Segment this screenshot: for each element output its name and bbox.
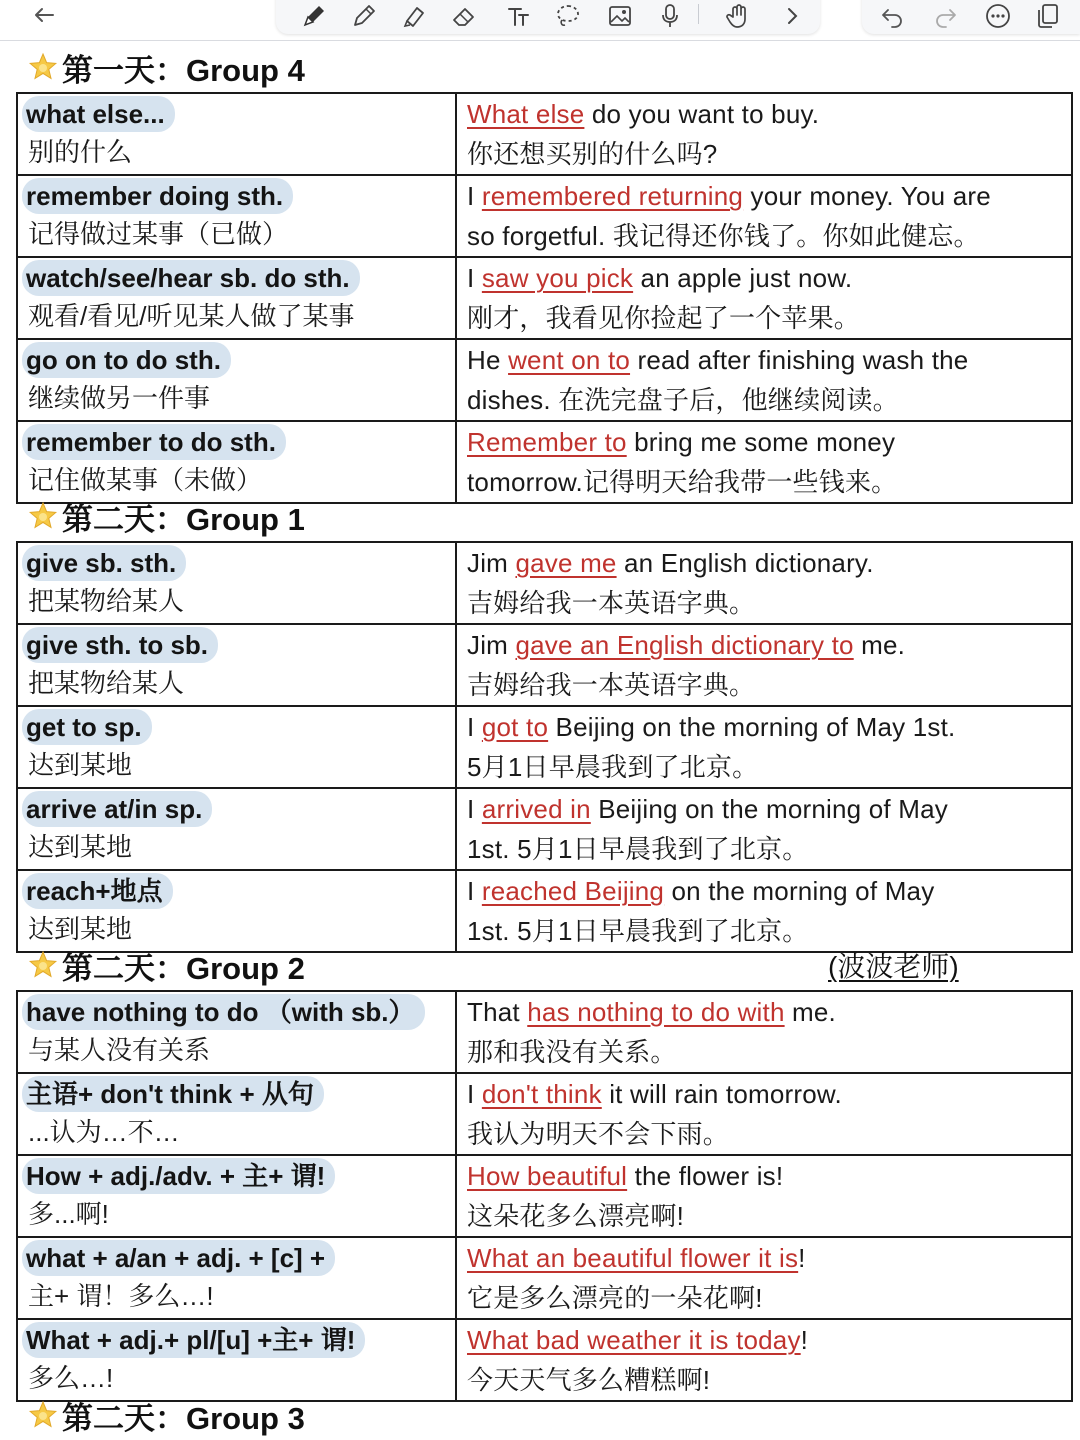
undo-icon[interactable] xyxy=(870,0,914,32)
example-translation: 它是多么漂亮的一朵花啊! xyxy=(467,1283,763,1313)
phrase: 主语+ don't think + 从句 xyxy=(22,1076,324,1112)
phrase-cell xyxy=(17,1155,456,1237)
meaning: 多...啊! xyxy=(28,1199,109,1229)
example-translation: 我认为明天不会下雨。 xyxy=(467,1119,730,1149)
image-icon[interactable] xyxy=(600,0,640,32)
example-sentence: What an beautiful flower it is! xyxy=(467,1243,806,1273)
table-row xyxy=(17,421,1072,503)
phrase: arrive at/in sp. xyxy=(22,791,212,827)
meaning: 达到某地 xyxy=(28,750,133,780)
meaning: 主+ 谓！多么…! xyxy=(28,1281,214,1311)
toolbar xyxy=(0,0,1080,41)
highlighted-phrase: What bad weather it is today xyxy=(467,1325,801,1355)
meaning: 把某物给某人 xyxy=(28,586,185,616)
meaning: 达到某地 xyxy=(28,832,133,862)
vocab-table xyxy=(16,541,1073,953)
table-row xyxy=(17,1155,1072,1237)
meaning: 观看/看见/听见某人做了某事 xyxy=(28,301,355,331)
example-translation: 吉姆给我一本英语字典。 xyxy=(467,670,756,700)
drawing-tools-panel xyxy=(276,0,820,34)
table-row xyxy=(17,706,1072,788)
phrase-cell xyxy=(17,257,456,339)
highlighted-phrase: Remember to xyxy=(467,427,627,457)
meaning: 记得做过某事（已做） xyxy=(28,219,289,249)
phrase: give sth. to sb. xyxy=(22,627,218,663)
example-sentence: I arrived in Beijing on the morning of May xyxy=(467,794,948,824)
example-translation: 你还想买别的什么吗? xyxy=(467,139,718,169)
example-sentence: I remembered returning your money. You are xyxy=(467,181,991,211)
table-row xyxy=(17,93,1072,175)
section-title: 第二天：Group 3 xyxy=(28,1395,305,1435)
table-row xyxy=(17,1319,1072,1401)
example-cell xyxy=(456,1155,1072,1237)
table-row xyxy=(17,175,1072,257)
microphone-icon[interactable] xyxy=(650,0,690,32)
highlighted-phrase: What an beautiful flower it is xyxy=(467,1243,799,1273)
phrase-cell xyxy=(17,339,456,421)
phrase: remember to do sth. xyxy=(22,424,286,460)
example-sentence: Remember to bring me some money xyxy=(467,427,896,457)
phrase-cell xyxy=(17,870,456,952)
highlighted-phrase: What else xyxy=(467,99,585,129)
eraser-icon[interactable] xyxy=(444,0,484,32)
table-row xyxy=(17,1237,1072,1319)
phrase: watch/see/hear sb. do sth. xyxy=(22,260,360,296)
example-translation: 吉姆给我一本英语字典。 xyxy=(467,588,756,618)
vocab-table xyxy=(16,92,1073,504)
phrase: reach+地点 xyxy=(22,873,173,909)
pen-icon[interactable] xyxy=(294,0,334,32)
phrase-cell xyxy=(17,991,456,1073)
highlighted-phrase: don't think xyxy=(481,1079,602,1109)
vocab-table xyxy=(16,990,1073,1402)
example-cell xyxy=(456,257,1072,339)
redo-icon[interactable] xyxy=(924,0,968,32)
meaning: 记住做某事（未做） xyxy=(28,465,263,495)
example-sentence: Jim gave me an English dictionary. xyxy=(467,548,874,578)
meaning: 达到某地 xyxy=(28,914,133,944)
example-sentence: What else do you want to buy. xyxy=(467,99,820,129)
example-cell xyxy=(456,1073,1072,1155)
highlighted-phrase: saw you pick xyxy=(481,263,634,293)
example-cell xyxy=(456,706,1072,788)
phrase: get to sp. xyxy=(22,709,152,745)
star-icon xyxy=(28,52,58,82)
example-cell xyxy=(456,624,1072,706)
phrase-cell xyxy=(17,421,456,503)
highlighted-phrase: remembered returning xyxy=(481,181,744,211)
back-arrow-icon[interactable] xyxy=(22,0,66,32)
example-translation: 1st. 5月1日早晨我到了北京。 xyxy=(467,916,809,946)
phrase: have nothing to do （with sb.） xyxy=(22,994,425,1030)
example-cell xyxy=(456,991,1072,1073)
example-cell xyxy=(456,542,1072,624)
example-translation: 这朵花多么漂亮啊! xyxy=(467,1201,685,1231)
example-sentence: Jim gave an English dictionary to me. xyxy=(467,630,906,660)
section-title: 第二天：Group 2 xyxy=(28,945,305,985)
phrase: remember doing sth. xyxy=(22,178,293,214)
highlighted-phrase: got to xyxy=(481,712,549,742)
highlighted-phrase: has nothing to do with xyxy=(527,997,785,1027)
star-icon xyxy=(28,501,58,531)
phrase-cell xyxy=(17,175,456,257)
phrase-cell xyxy=(17,1073,456,1155)
table-row xyxy=(17,991,1072,1073)
highlighted-phrase: reached Beijing xyxy=(481,876,665,906)
meaning: 别的什么 xyxy=(28,137,133,167)
highlighter-icon[interactable] xyxy=(394,0,434,32)
star-icon xyxy=(28,1400,58,1430)
phrase-cell xyxy=(17,93,456,175)
phrase-cell xyxy=(17,1319,456,1401)
example-translation: dishes. 在洗完盘子后，他继续阅读。 xyxy=(467,385,899,415)
section-title: 第二天：Group 1 xyxy=(28,496,305,536)
text-icon[interactable] xyxy=(498,0,538,32)
example-cell xyxy=(456,421,1072,503)
example-translation: 刚才，我看见你捡起了一个苹果。 xyxy=(467,303,861,333)
example-cell xyxy=(456,1237,1072,1319)
phrase: How + adj./adv. + 主+ 谓! xyxy=(22,1158,335,1194)
more-icon[interactable] xyxy=(976,0,1020,32)
table-row xyxy=(17,339,1072,421)
highlighted-phrase: went on to xyxy=(508,345,631,375)
phrase-cell xyxy=(17,542,456,624)
phrase: go on to do sth. xyxy=(22,342,231,378)
chevron-right-icon[interactable] xyxy=(772,0,812,32)
example-translation: tomorrow.记得明天给我带一些钱来。 xyxy=(467,467,898,497)
table-row xyxy=(17,870,1072,952)
meaning: 把某物给某人 xyxy=(28,668,185,698)
meaning: ...认为…不… xyxy=(28,1117,180,1147)
example-cell xyxy=(456,175,1072,257)
highlighted-phrase: How beautiful xyxy=(467,1161,628,1191)
example-translation: 5月1日早晨我到了北京。 xyxy=(467,752,759,782)
example-translation: 1st. 5月1日早晨我到了北京。 xyxy=(467,834,809,864)
phrase: give sb. sth. xyxy=(22,545,186,581)
example-cell xyxy=(456,339,1072,421)
section-title: 第一天：Group 4 xyxy=(28,47,305,87)
highlighted-phrase: arrived in xyxy=(481,794,591,824)
meaning: 多么…! xyxy=(28,1363,114,1393)
lasso-icon[interactable] xyxy=(548,0,588,32)
phrase: what + a/an + adj. + [c] + xyxy=(22,1240,335,1276)
example-cell xyxy=(456,93,1072,175)
example-translation: so forgetful. 我记得还你钱了。你如此健忘。 xyxy=(467,221,980,251)
example-sentence: I got to Beijing on the morning of May 1st. xyxy=(467,712,956,742)
example-sentence: What bad weather it is today! xyxy=(467,1325,809,1355)
teacher-note: (波波老师) xyxy=(828,951,959,982)
table-row xyxy=(17,624,1072,706)
star-icon xyxy=(28,950,58,980)
example-sentence: I don't think it will rain tomorrow. xyxy=(467,1079,842,1109)
history-tools-panel xyxy=(862,0,1080,34)
table-row xyxy=(17,542,1072,624)
phrase: what else... xyxy=(22,96,175,132)
example-sentence: He went on to read after finishing wash the xyxy=(467,345,969,375)
example-sentence: How beautiful the flower is! xyxy=(467,1161,784,1191)
meaning: 继续做另一件事 xyxy=(28,383,211,413)
example-translation: 今天天气多么糟糕啊! xyxy=(467,1365,711,1395)
hand-icon[interactable] xyxy=(718,0,758,32)
pages-icon[interactable] xyxy=(1026,0,1070,32)
phrase-cell xyxy=(17,788,456,870)
table-row xyxy=(17,1073,1072,1155)
example-cell xyxy=(456,788,1072,870)
example-sentence: That has nothing to do with me. xyxy=(467,997,836,1027)
example-sentence: I reached Beijing on the morning of May xyxy=(467,876,935,906)
table-row xyxy=(17,788,1072,870)
highlighted-phrase: gave an English dictionary to xyxy=(515,630,854,660)
table-row xyxy=(17,257,1072,339)
example-sentence: I saw you pick an apple just now. xyxy=(467,263,853,293)
example-cell xyxy=(456,1319,1072,1401)
highlighted-phrase: gave me xyxy=(515,548,617,578)
phrase-cell xyxy=(17,706,456,788)
phrase-cell xyxy=(17,1237,456,1319)
pencil-icon[interactable] xyxy=(344,0,384,32)
example-cell xyxy=(456,870,1072,952)
phrase-cell xyxy=(17,624,456,706)
meaning: 与某人没有关系 xyxy=(28,1035,211,1065)
example-translation: 那和我没有关系。 xyxy=(467,1037,677,1067)
phrase: What + adj.+ pl/[u] +主+ 谓! xyxy=(22,1322,365,1358)
